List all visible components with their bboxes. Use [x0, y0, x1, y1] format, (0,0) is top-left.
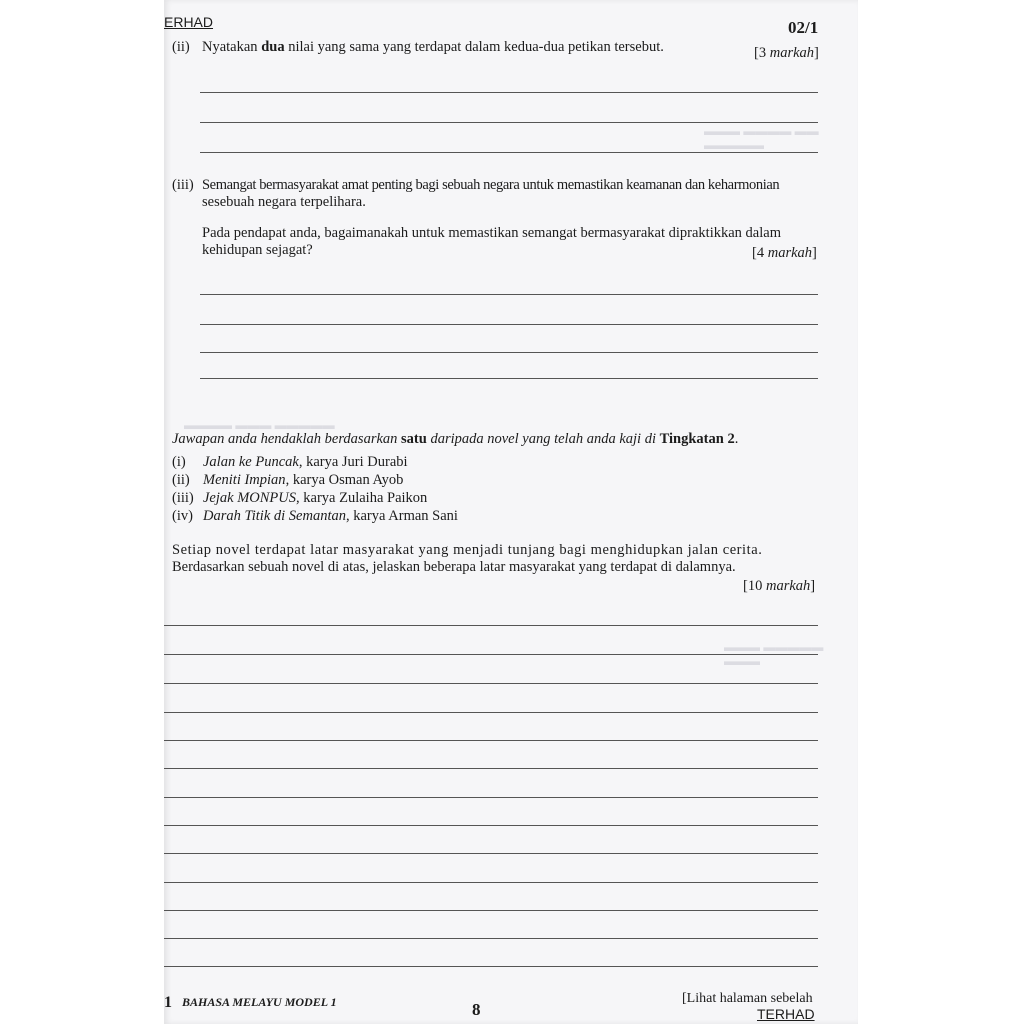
- question-text: Setiap novel terdapat latar masyarakat yang menjadi tunjang bagi menghidupkan jalan cerita.: [172, 542, 763, 558]
- answer-line[interactable]: [164, 910, 818, 911]
- right-margin: [858, 0, 1024, 1024]
- novel-number: (i): [172, 454, 186, 470]
- answer-line[interactable]: [164, 882, 818, 883]
- bleed-through-text: ▬▬▬ ▬▬▬▬▬ ▬▬▬: [724, 640, 824, 668]
- question-number: (ii): [172, 39, 190, 55]
- answer-line[interactable]: [164, 938, 818, 939]
- question-text: Pada pendapat anda, bagaimanakah untuk memastikan semangat bermasyarakat dipraktikkan dalam: [202, 225, 781, 241]
- answer-line[interactable]: [200, 92, 818, 93]
- answer-line[interactable]: [164, 683, 818, 684]
- next-page-note: [Lihat halaman sebelah: [682, 991, 813, 1006]
- novel-item: Jalan ke Puncak, karya Juri Durabi: [203, 454, 408, 470]
- header-terhad: ERHAD: [164, 14, 214, 30]
- question-number: (iii): [172, 177, 194, 193]
- novel-number: (iii): [172, 490, 194, 506]
- answer-line[interactable]: [200, 122, 818, 123]
- novel-number: (iv): [172, 508, 193, 524]
- answer-line[interactable]: [164, 966, 818, 967]
- page-number: 8: [472, 1000, 481, 1019]
- footer-paper-number: 1: [164, 994, 172, 1011]
- answer-line[interactable]: [200, 378, 818, 379]
- answer-line[interactable]: [164, 853, 818, 854]
- marks-label: [3 markah]: [754, 45, 819, 61]
- answer-line[interactable]: [200, 324, 818, 325]
- marks-label: [4 markah]: [752, 245, 817, 261]
- novel-number: (ii): [172, 472, 190, 488]
- answer-line[interactable]: [164, 654, 818, 655]
- answer-line[interactable]: [200, 294, 818, 295]
- answer-line[interactable]: [164, 797, 818, 798]
- answer-line[interactable]: [164, 740, 818, 741]
- question-text: Nyatakan dua nilai yang sama yang terdapat dalam kedua-dua petikan tersebut.: [202, 39, 664, 55]
- question-text: sesebuah negara terpelihara.: [202, 194, 366, 210]
- answer-line[interactable]: [200, 352, 818, 353]
- novel-item: Meniti Impian, karya Osman Ayob: [203, 472, 404, 488]
- left-margin: [0, 0, 164, 1024]
- question-text: kehidupan sejagat?: [202, 242, 313, 258]
- answer-line[interactable]: [164, 712, 818, 713]
- question-text: Semangat bermasyarakat amat penting bagi sebuah negara untuk memastikan keamanan dan keharmonian: [202, 177, 780, 193]
- paper-code: 02/1: [788, 18, 819, 37]
- section-instruction: Jawapan anda hendaklah berdasarkan satu daripada novel yang telah anda kaji di Tingkatan 2.: [172, 431, 739, 447]
- footer-terhad: TERHAD: [757, 1006, 815, 1022]
- bleed-through-text: ▬▬▬▬ ▬▬▬ ▬▬▬▬▬: [184, 418, 335, 432]
- answer-line[interactable]: [164, 825, 818, 826]
- answer-line[interactable]: [164, 768, 818, 769]
- answer-line[interactable]: [200, 152, 818, 153]
- novel-item: Darah Titik di Semantan, karya Arman Sani: [203, 508, 458, 524]
- marks-label: [10 markah]: [743, 578, 816, 594]
- question-text: Berdasarkan sebuah novel di atas, jelaskan beberapa latar masyarakat yang terdapat di dalamnya.: [172, 559, 736, 575]
- bleed-through-text: ▬▬▬ ▬▬▬▬ ▬▬ ▬▬▬▬▬: [704, 124, 819, 152]
- answer-line[interactable]: [164, 625, 818, 626]
- footer-subject-title: BAHASA MELAYU MODEL 1: [182, 995, 337, 1009]
- novel-item: Jejak MONPUS, karya Zulaiha Paikon: [203, 490, 428, 506]
